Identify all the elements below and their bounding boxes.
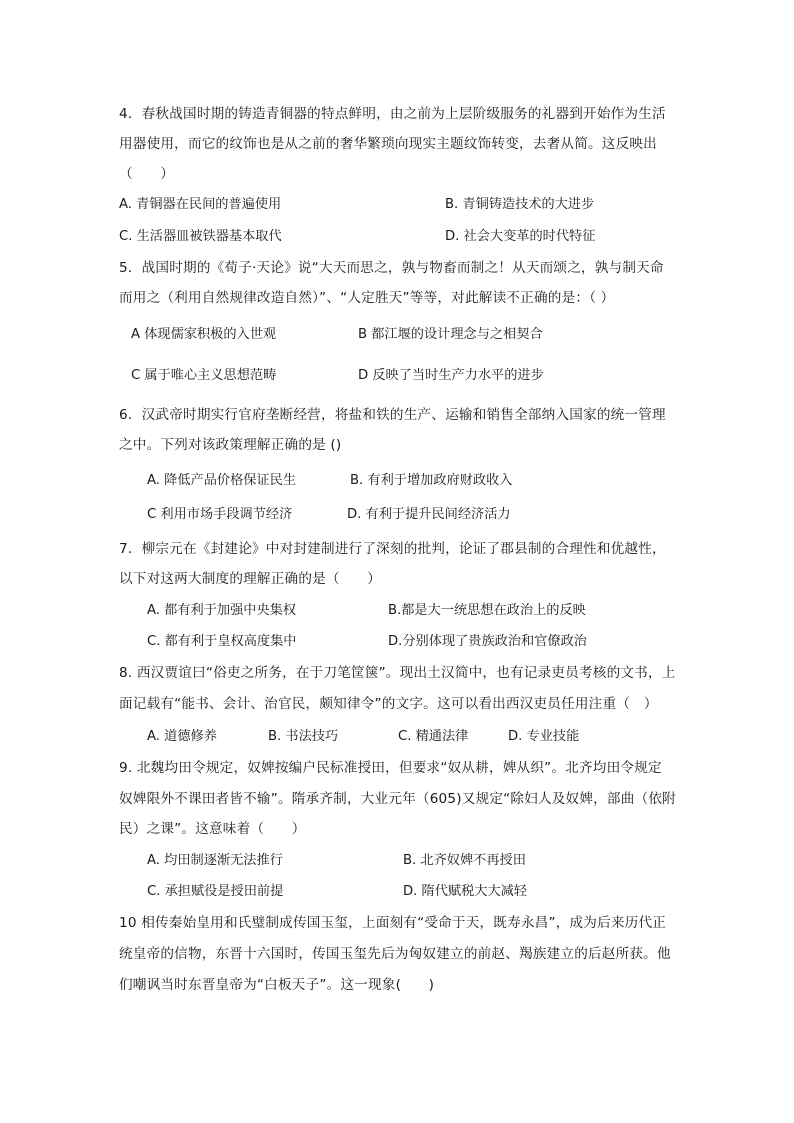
question-9-line-2: 奴婢限外不课田者皆不输”。隋承齐制，大业元年（605)又规定“除妇人及奴婢，部曲（依附 [119,791,676,807]
question-5-option-d: D 反映了当时生产力水平的进步 [358,368,544,383]
question-9-option-d: D. 隋代赋税大大减轻 [403,884,528,899]
question-6-line-1: 6．汉武帝时期实行官府垄断经营，将盐和铁的生产、运输和销售全部纳入国家的统一管理 [119,407,666,423]
question-10-line-3: 们嘲讽当时东晋皇帝为“白板天子”。这一现象( ) [119,977,435,993]
question-4-option-b: B. 青铜铸造技术的大进步 [445,197,595,212]
question-8-option-a: A. 道德修养 [147,729,217,744]
question-7-option-b: B.都是大一统思想在政治上的反映 [388,603,586,618]
question-5-option-c: C 属于唯心主义思想范畴 [131,368,277,383]
question-5-line-2: 而用之（利用自然规律改造自然）”、“人定胜天”等等，对此解读不正确的是：（ ） [119,290,615,306]
question-4-option-d: D. 社会大变革的时代特征 [445,229,596,244]
question-7-line-1: 7．柳宗元在《封建论》中对封建制进行了深刻的批判，论证了郡县制的合理性和优越性， [119,541,666,557]
question-5-line-1: 5．战国时期的《荀子·天论》说“大天而思之，孰与物畜而制之！从天而颂之，孰与制天命 [119,260,664,276]
question-6-option-a: A. 降低产品价格保证民生 [147,473,297,488]
question-9-option-c: C. 承担赋役是授田前提 [147,884,284,899]
question-7-option-d: D.分别体现了贵族政治和官僚政治 [388,634,587,649]
question-8-line-2: 面记载有“能书、会计、治官民，颇知律令”的文字。这可以看出西汉吏员任用注重（ ） [119,696,658,712]
question-6-option-d: D. 有利于提升民间经济活力 [347,507,511,522]
question-5-option-b: B 都江堰的设计理念与之相契合 [358,327,543,342]
question-8-option-d: D. 专业技能 [508,729,580,744]
question-5-option-a: A 体现儒家积极的入世观 [131,327,277,342]
question-6-line-2: 之中。下列对该政策理解正确的是 () [119,437,342,453]
question-4-option-a: A. 青铜器在民间的普遍使用 [119,197,282,212]
question-7-line-2: 以下对这两大制度的理解正确的是（ ） [119,571,382,587]
question-9-option-b: B. 北齐奴婢不再授田 [403,853,526,868]
question-10-line-2: 统皇帝的信物，东晋十六国时，传国玉玺先后为匈奴建立的前赵、羯族建立的后赵所获。他 [119,946,671,962]
question-4-option-c: C. 生活器皿被铁器基本取代 [119,229,282,244]
question-9-option-a: A. 均田制逐渐无法推行 [147,853,283,868]
question-6-option-b: B. 有利于增加政府财政收入 [350,473,513,488]
question-4-line-1: 4．春秋战国时期的铸造青铜器的特点鲜明，由之前为上层阶级服务的礼器到开始作为生活 [119,106,666,122]
question-8-option-c: C. 精通法律 [398,729,469,744]
question-8-line-1: 8. 西汉贾谊曰“俗吏之所务，在于刀笔筐箧”。现出土汉简中，也有记录吏员考核的文书，上 [119,665,676,681]
question-4-line-3: （ ） [119,166,175,182]
question-10-line-1: 10 相传秦始皇用和氏璧制成传国玉玺，上面刻有“受命于天，既寿永昌”，成为后来历代正 [119,915,667,931]
question-4-line-2: 用器使用，而它的纹饰也是从之前的奢华繁琐向现实主题纹饰转变，去奢从简。这反映出 [119,136,657,152]
question-6-option-c: C 利用市场手段调节经济 [147,507,293,522]
question-9-line-1: 9. 北魏均田令规定，奴婢按编户民标准授田，但要求“奴从耕，婢从织”。北齐均田令规定 [119,760,662,776]
question-9-line-3: 民）之课”。这意味着（ ） [119,821,306,837]
question-8-option-b: B. 书法技巧 [268,729,339,744]
question-7-option-c: C. 都有利于皇权高度集中 [147,634,297,649]
question-7-option-a: A. 都有利于加强中央集权 [147,603,297,618]
